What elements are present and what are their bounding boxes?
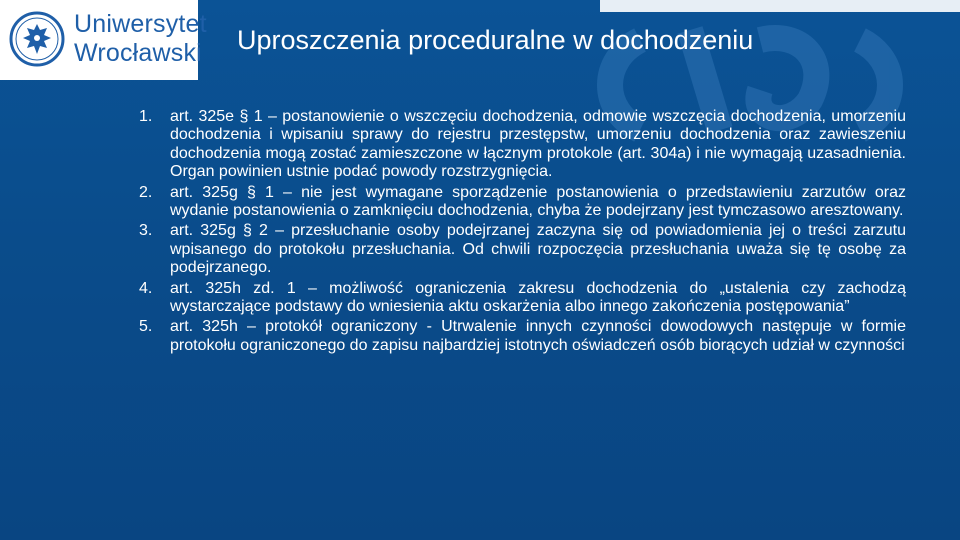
list-item: [134, 222, 906, 277]
list-item-number: 2.: [139, 183, 153, 201]
content-list-container: [134, 108, 906, 357]
list-item-text: art. 325g § 2 – przesłuchanie osoby podejrzanej zaczyna się od powiadomienia jej o treści zarzutu wpisanego do protokołu przesłuchania. Od chwili rozpoczęcia przesłuchania uważa się tę osobę za podejrzanego.: [170, 222, 906, 277]
list-item-number: 1.: [139, 108, 153, 125]
logo-line-1: Uniwersytet: [74, 10, 207, 38]
logo-box[interactable]: [0, 0, 207, 80]
list-item-text: art. 325h – protokół ograniczony - Utrwalenie innych czynności dowodowych następuje w formie protokołu ograniczonego do zapisu najbardziej istotnych oświadczeń osób biorących udział w czynności: [170, 318, 906, 354]
list-item: [134, 318, 906, 355]
numbered-list: [134, 108, 906, 355]
list-item-text: art. 325h zd. 1 – możliwość ograniczenia zakresu dochodzenia do „ustalenia czy zachodzą wystarczające podstawy do wniesienia aktu oskarżenia albo innego zakończenia postępowania”: [170, 279, 906, 316]
slide-title: Uproszczenia proceduralne w dochodzeniu: [237, 25, 754, 55]
list-item: [134, 184, 906, 221]
list-item-number: 4.: [139, 279, 153, 297]
list-item-number: 5.: [139, 318, 153, 336]
university-eagle-emblem-icon: [9, 8, 65, 70]
logo-wordmark: [74, 10, 207, 68]
logo-line-2: Wrocławski: [74, 39, 202, 67]
list-item-number: 3.: [139, 222, 153, 240]
list-item-text: art. 325e § 1 – postanowienie o wszczęciu dochodzenia, odmowie wszczęcia dochodzenia, umorzeniu dochodzenia i wpisaniu sprawy do rejestru przestępstw, umorzeniu dochodzenia oraz zawieszeniu dochodzenia mogą zostać zamieszczone w łącznym protokole (art. 304a) i nie wymagają uzasadnienia. Organ powinien ustnie podać powody rozstrzygnięcia.: [170, 108, 906, 181]
list-item-text: art. 325g § 1 – nie jest wymagane sporządzenie postanowienia o przedstawieniu zarzutów oraz wydanie postanowienia o zamknięciu dochodzenia, chyba że podejrzany jest tymczasowo aresztowany.: [170, 183, 906, 220]
list-item: [134, 280, 906, 317]
list-item: [134, 108, 906, 182]
